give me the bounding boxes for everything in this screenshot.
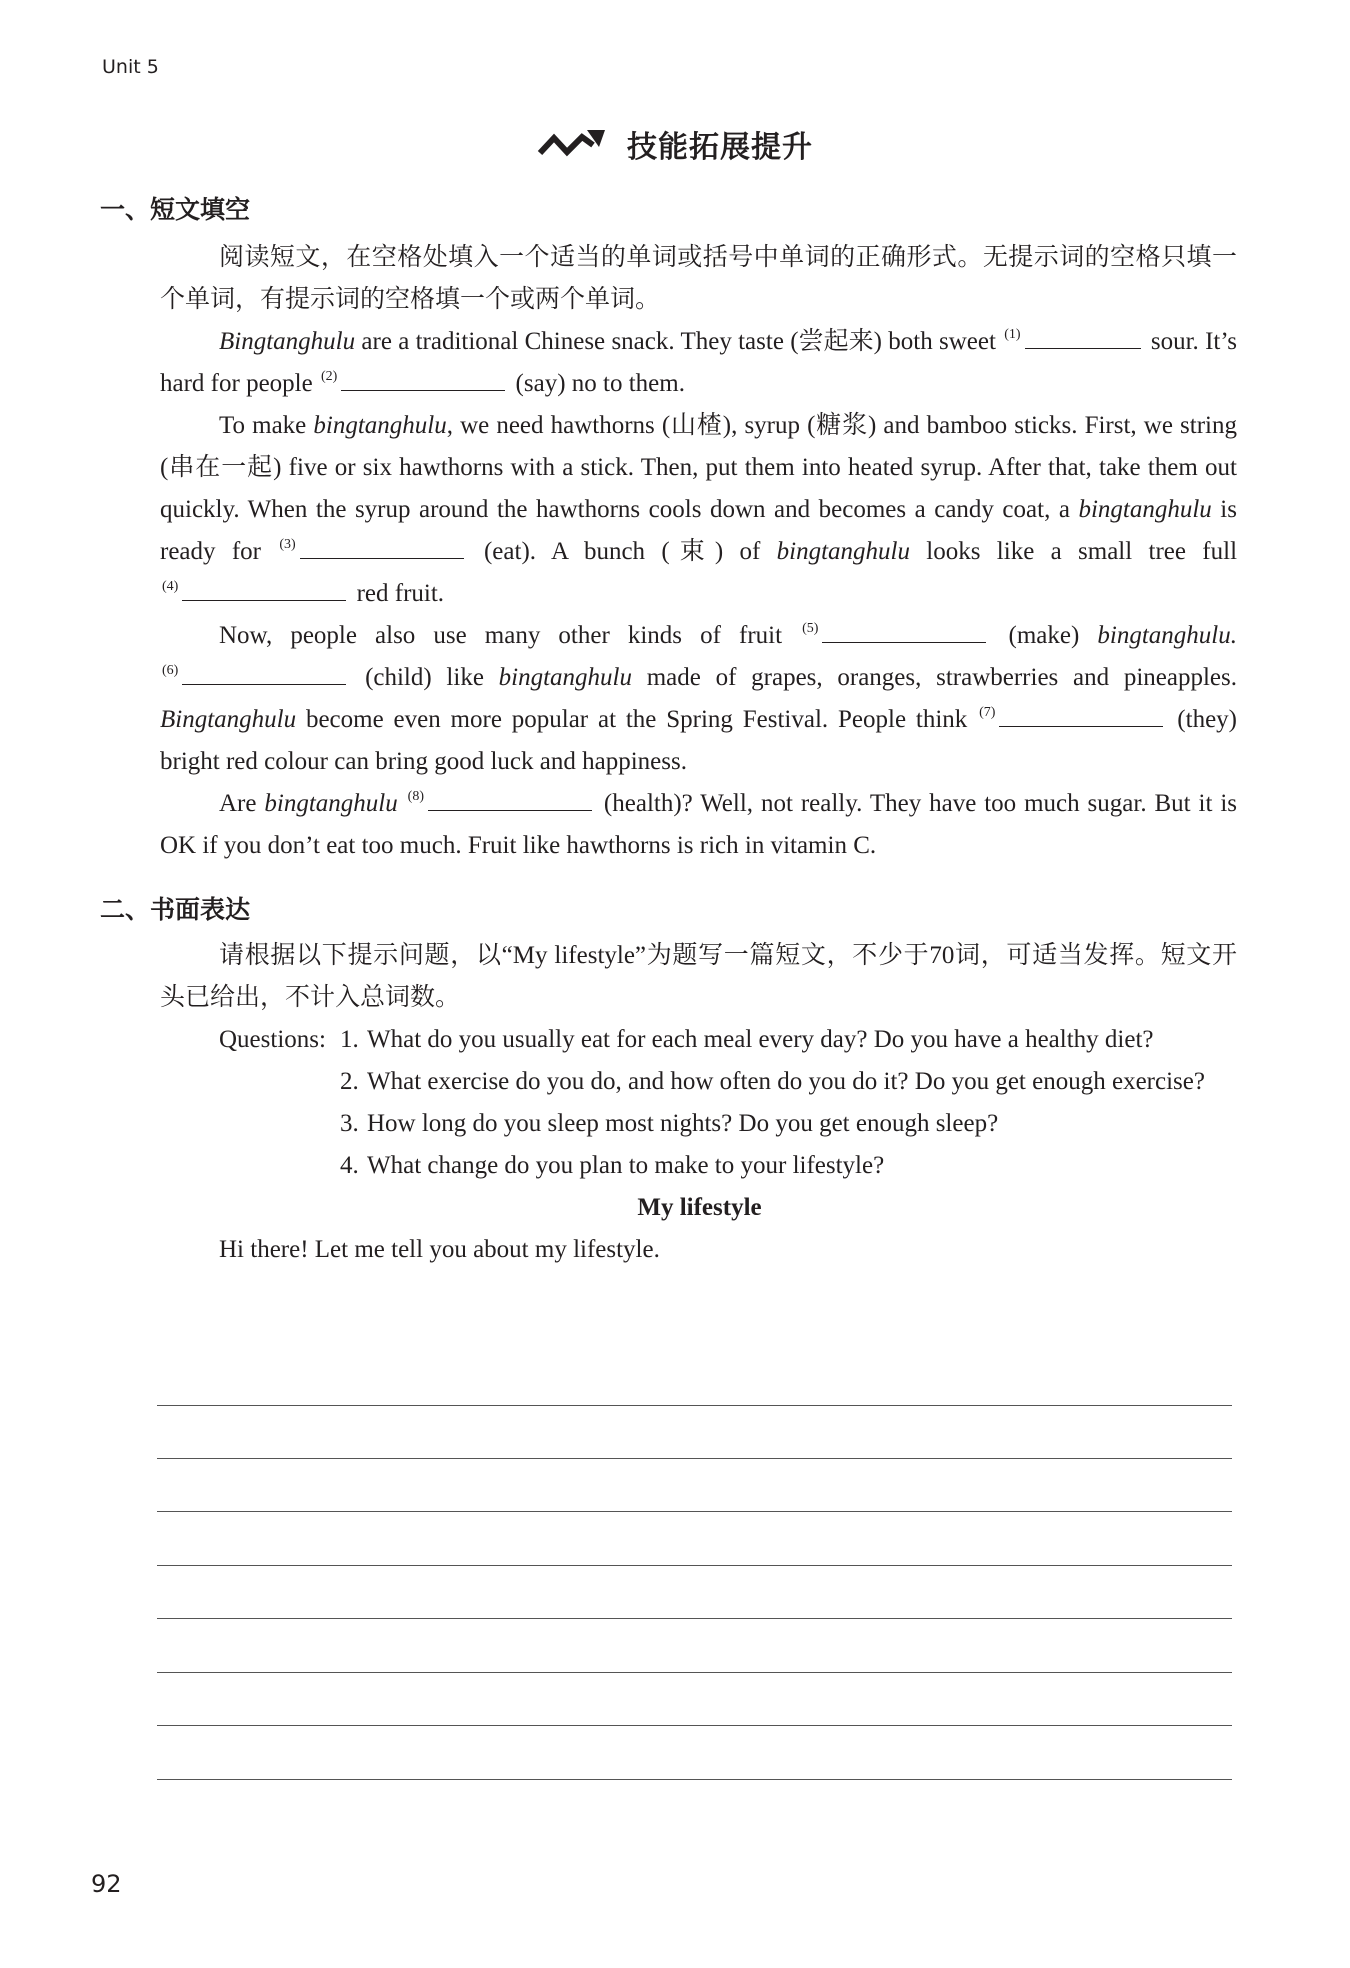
question-text: What exercise do you do, and how often do you do it? Do you get enough exercise?: [367, 1068, 1205, 1095]
answer-blank-7[interactable]: [999, 704, 1163, 727]
cloze-passage: [160, 237, 1237, 867]
answer-blank-5[interactable]: [822, 620, 986, 643]
answer-blank-2[interactable]: [341, 368, 505, 391]
unit-label: Unit 5: [102, 56, 159, 78]
page-heading: [0, 122, 1350, 166]
questions-label: Questions:: [219, 1026, 326, 1053]
italic-term: bingtanghulu: [313, 412, 447, 439]
writing-line-8[interactable]: [157, 1779, 1232, 1780]
question-text: What do you usually eat for each meal every day? Do you have a healthy diet?: [367, 1026, 1154, 1053]
writing-instruction: 请根据以下提示问题，以“My lifestyle”为题写一篇短文，不少于70词，可适当发挥。短文开头已给出，不计入总词数。: [160, 942, 1237, 1011]
italic-term: bingtanghulu: [776, 538, 910, 565]
blank-number-5: (5): [802, 621, 819, 636]
italic-term: bingtanghulu: [498, 664, 632, 691]
answer-blank-1[interactable]: [1025, 326, 1141, 349]
passage-text: made of grapes, oranges, strawberries and pineapples.: [632, 664, 1237, 691]
italic-term: bingtanghulu: [264, 790, 398, 817]
answer-blank-4[interactable]: [182, 578, 346, 601]
blank-number-6: (6): [162, 663, 179, 678]
passage-text: (health)? Well, not really. They have too much sugar. But it is OK if you don’t eat too much. Fruit like hawthorns is rich in vitamin C.: [160, 790, 1238, 859]
question-number: 4.: [340, 1152, 359, 1179]
passage-text: (make): [1008, 622, 1098, 649]
section-2-title: 二、书面表达: [100, 895, 251, 924]
italic-term: bingtanghulu: [1078, 496, 1212, 523]
question-number: 3.: [340, 1110, 359, 1137]
answer-blank-3[interactable]: [300, 536, 464, 559]
passage-paragraph-4: [160, 783, 1237, 867]
question-number: 2.: [340, 1068, 359, 1095]
passage-text: (they) bright red colour can bring good luck and happiness.: [160, 706, 1237, 775]
answer-blank-8[interactable]: [428, 788, 592, 811]
passage-text: To make: [219, 412, 314, 439]
answer-blank-6[interactable]: [182, 662, 346, 685]
passage-text: Are: [219, 790, 265, 817]
writing-task: [160, 935, 1237, 1271]
blank-number-1: (1): [1004, 327, 1021, 342]
blank-number-4: (4): [162, 579, 179, 594]
page-number: 92: [91, 1870, 122, 1898]
writing-line-4[interactable]: [157, 1565, 1232, 1566]
passage-text: (eat). A bunch (束) of: [483, 538, 777, 565]
blank-number-8: (8): [407, 789, 424, 804]
trend-arrow-icon: [537, 128, 607, 160]
blank-number-7: (7): [979, 705, 996, 720]
passage-text: become even more popular at the Spring Festival. People think: [296, 706, 968, 733]
passage-text: red fruit.: [356, 580, 445, 607]
question-number: 1.: [340, 1026, 359, 1053]
page-title: 技能拓展提升: [627, 130, 813, 165]
passage-paragraph-3: [160, 615, 1237, 783]
writing-line-3[interactable]: [157, 1511, 1232, 1512]
passage-text: (say) no to them.: [515, 370, 685, 397]
passage-text: is ready for: [160, 496, 1237, 565]
question-text: How long do you sleep most nights? Do you get enough sleep?: [367, 1110, 999, 1137]
question-item: [160, 1019, 1237, 1061]
italic-term: Bingtanghulu: [160, 706, 297, 733]
essay-title: My lifestyle: [637, 1194, 762, 1221]
question-text: What change do you plan to make to your lifestyle?: [367, 1152, 885, 1179]
writing-line-6[interactable]: [157, 1672, 1232, 1673]
passage-text: Now, people also use many other kinds of fruit: [219, 622, 783, 649]
italic-term: Bingtanghulu: [219, 328, 356, 355]
passage-paragraph-1: [160, 321, 1237, 405]
passage-text: sour. It’s hard for people: [160, 328, 1238, 397]
passage-text: (child) like: [365, 664, 499, 691]
essay-opening: Hi there! Let me tell you about my lifestyle.: [219, 1236, 660, 1263]
writing-line-1[interactable]: [157, 1405, 1232, 1406]
writing-line-2[interactable]: [157, 1458, 1232, 1459]
passage-text: are a traditional Chinese snack. They taste (尝起来) both sweet: [355, 328, 996, 355]
question-item: [160, 1061, 1237, 1103]
writing-line-5[interactable]: [157, 1618, 1232, 1619]
section-1-title: 一、短文填空: [100, 195, 251, 224]
writing-line-7[interactable]: [157, 1725, 1232, 1726]
passage-text: looks like a small tree full: [909, 538, 1238, 565]
italic-term: bingtanghulu.: [1097, 622, 1237, 649]
question-item: [160, 1103, 1237, 1145]
cloze-instruction: 阅读短文，在空格处填入一个适当的单词或括号中单词的正确形式。无提示词的空格只填一个单词，有提示词的空格填一个或两个单词。: [160, 244, 1237, 313]
passage-paragraph-2: [160, 405, 1237, 615]
blank-number-2: (2): [320, 369, 338, 384]
blank-number-3: (3): [279, 537, 296, 552]
passage-text: , we need hawthorns (山楂), syrup (糖浆) and bamboo sticks. First, we string (串在一起) five or six hawthorns with a stick. Then, put them into heated syrup. After that, take them out quickly. When the syrup around the hawthorns cools down and becomes a candy coat, a: [160, 412, 1237, 523]
question-item: [160, 1145, 1237, 1187]
